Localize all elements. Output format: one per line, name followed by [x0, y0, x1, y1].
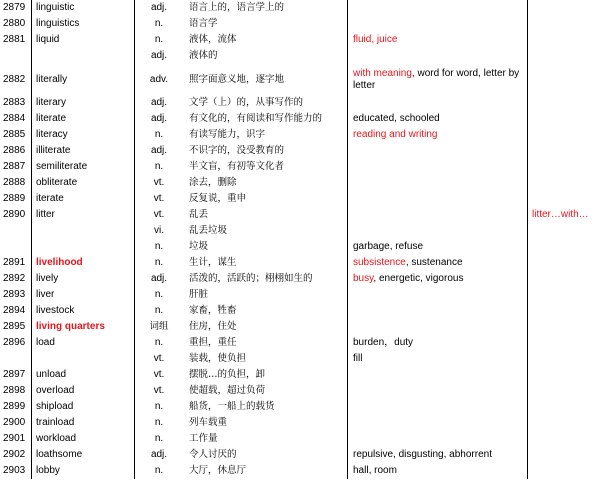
table-row	[0, 223, 600, 239]
table-row	[0, 175, 600, 191]
entry-number: 2892	[3, 273, 26, 284]
part-of-speech: adj.	[150, 50, 168, 61]
usage-note	[528, 351, 600, 367]
table-row	[0, 64, 600, 95]
table-row	[0, 431, 600, 447]
usage-note	[528, 415, 600, 431]
table-row	[0, 0, 600, 16]
headword-text: literary	[36, 97, 67, 108]
headword	[32, 335, 135, 351]
usage-note	[528, 271, 600, 287]
synonym-text: educated, schooled	[353, 113, 440, 124]
usage-note	[528, 303, 600, 319]
headword	[32, 175, 135, 191]
headword-text: load	[36, 337, 55, 348]
entry-number: 2895	[3, 321, 26, 332]
headword-text: lobby	[36, 465, 60, 476]
usage-note	[528, 111, 600, 127]
chinese-definition: 涂去，删除	[189, 177, 237, 188]
headword	[32, 32, 135, 48]
part-of-speech: adj.	[150, 145, 168, 156]
entry-number: 2881	[3, 34, 26, 45]
headword	[32, 255, 135, 271]
chinese-definition: 装载，使负担	[189, 353, 247, 364]
usage-note	[528, 175, 600, 191]
entry-number: 2894	[3, 305, 26, 316]
chinese-definition: 半文盲，有初等文化者	[189, 161, 285, 172]
synonyms	[348, 95, 528, 111]
headword	[32, 287, 135, 303]
synonyms	[348, 0, 528, 16]
table-row	[0, 303, 600, 319]
synonym-text: garbage, refuse	[353, 241, 424, 252]
chinese-definition: 活泼的，活跃的；栩栩如生的	[189, 273, 313, 284]
chinese-definition: 液体的	[189, 50, 218, 61]
chinese-definition: 液体，流体	[189, 34, 237, 45]
part-of-speech: n.	[154, 433, 164, 444]
chinese-definition: 使超载，超过负荷	[189, 385, 266, 396]
part-of-speech: adj.	[150, 273, 168, 284]
chinese-definition: 列车载重	[189, 417, 228, 428]
chinese-definition: 家畜，牲畜	[189, 305, 237, 316]
synonyms	[348, 32, 528, 48]
usage-note	[528, 159, 600, 175]
usage-note	[528, 383, 600, 399]
synonyms	[348, 383, 528, 399]
headword	[32, 48, 135, 64]
headword	[32, 447, 135, 463]
table-row	[0, 447, 600, 463]
chinese-definition: 反复说，重申	[189, 193, 247, 204]
headword-text: liver	[36, 289, 55, 300]
synonyms	[348, 111, 528, 127]
table-row	[0, 16, 600, 32]
usage-note	[528, 319, 600, 335]
synonym-highlight: subsistence	[353, 257, 406, 268]
usage-note	[528, 32, 600, 48]
part-of-speech: n.	[154, 129, 164, 140]
headword-text: semiliterate	[36, 161, 88, 172]
synonyms	[348, 367, 528, 383]
part-of-speech: vt.	[153, 385, 165, 396]
part-of-speech: vt.	[153, 209, 165, 220]
synonyms	[348, 335, 528, 351]
usage-note	[528, 399, 600, 415]
usage-note	[528, 223, 600, 239]
synonyms	[348, 303, 528, 319]
headword	[32, 303, 135, 319]
entry-number	[0, 351, 32, 367]
usage-note: litter…with…	[532, 209, 589, 220]
table-row	[0, 159, 600, 175]
headword	[32, 319, 135, 335]
synonyms	[348, 447, 528, 463]
synonym-text: , word for word, letter by letter	[353, 67, 520, 91]
part-of-speech: n.	[154, 401, 164, 412]
usage-note	[528, 191, 600, 207]
chinese-definition: 肝脏	[189, 289, 209, 300]
part-of-speech: n.	[154, 417, 164, 428]
chinese-definition: 大厅，休息厅	[189, 465, 247, 476]
usage-note	[528, 64, 600, 95]
usage-note	[528, 367, 600, 383]
entry-number: 2882	[3, 73, 26, 85]
headword	[32, 351, 135, 367]
entry-number: 2880	[3, 18, 26, 29]
chinese-definition: 语言学	[189, 18, 218, 29]
entry-number: 2887	[3, 161, 26, 172]
headword	[32, 159, 135, 175]
table-row	[0, 367, 600, 383]
usage-note	[528, 255, 600, 271]
table-row	[0, 239, 600, 255]
chinese-definition: 垃圾	[189, 241, 209, 252]
chinese-definition: 有读写能力，识字	[189, 129, 266, 140]
entry-number: 2879	[3, 2, 26, 13]
entry-number: 2900	[3, 417, 26, 428]
part-of-speech: adj.	[150, 113, 168, 124]
usage-note	[528, 48, 600, 64]
synonyms	[348, 48, 528, 64]
headword-text: unload	[36, 369, 67, 380]
headword-text: literate	[36, 113, 67, 124]
table-row	[0, 95, 600, 111]
headword-text: shipload	[36, 401, 74, 412]
part-of-speech: n.	[154, 241, 164, 252]
usage-note	[528, 127, 600, 143]
part-of-speech: vt.	[153, 193, 165, 204]
entry-number: 2885	[3, 129, 26, 140]
headword-text: linguistics	[36, 18, 80, 29]
table-row	[0, 415, 600, 431]
part-of-speech: n.	[154, 18, 164, 29]
synonyms	[348, 143, 528, 159]
synonym-highlight: reading and writing	[353, 129, 438, 140]
headword	[32, 415, 135, 431]
headword	[32, 463, 135, 479]
headword	[32, 383, 135, 399]
headword	[32, 95, 135, 111]
part-of-speech: adv.	[149, 73, 169, 85]
part-of-speech: vi.	[154, 225, 164, 236]
headword	[32, 64, 135, 95]
headword-text: loathsome	[36, 449, 83, 460]
synonym-highlight: fluid, juice	[353, 34, 398, 45]
headword	[32, 191, 135, 207]
part-of-speech: vt.	[153, 177, 165, 188]
headword-text: liquid	[36, 34, 60, 45]
part-of-speech: n.	[154, 257, 164, 268]
table-row	[0, 383, 600, 399]
part-of-speech: vt.	[153, 353, 165, 364]
part-of-speech: vt.	[153, 369, 165, 380]
synonym-text: fill	[353, 353, 363, 364]
headword	[32, 367, 135, 383]
chinese-definition: 摆脱…的负担，卸	[189, 369, 266, 380]
headword	[32, 239, 135, 255]
usage-note	[528, 463, 600, 479]
usage-note	[528, 143, 600, 159]
entry-number: 2902	[3, 449, 26, 460]
table-row	[0, 271, 600, 287]
part-of-speech: adj.	[150, 449, 168, 460]
synonym-text: repulsive, disgusting, abhorrent	[353, 449, 492, 460]
entry-number: 2891	[3, 257, 26, 268]
part-of-speech: n.	[154, 161, 164, 172]
synonyms	[348, 64, 528, 95]
part-of-speech: 词组	[149, 321, 169, 332]
synonyms	[348, 16, 528, 32]
chinese-definition: 乱丢垃圾	[189, 225, 228, 236]
chinese-definition: 乱丢	[189, 209, 209, 220]
synonyms	[348, 287, 528, 303]
usage-note	[528, 335, 600, 351]
part-of-speech: adj.	[150, 97, 168, 108]
entry-number: 2886	[3, 145, 26, 156]
usage-note	[528, 287, 600, 303]
chinese-definition: 生计，谋生	[189, 257, 237, 268]
headword-text: living quarters	[36, 321, 105, 332]
headword-text: overload	[36, 385, 75, 396]
synonyms	[348, 271, 528, 287]
table-row	[0, 255, 600, 271]
synonyms	[348, 415, 528, 431]
synonym-text: hall, room	[353, 465, 397, 476]
headword	[32, 223, 135, 239]
synonyms	[348, 175, 528, 191]
headword-text: livestock	[36, 305, 75, 316]
headword	[32, 431, 135, 447]
entry-number: 2888	[3, 177, 26, 188]
chinese-definition: 语言上的，语言学上的	[189, 2, 285, 13]
entry-number	[0, 223, 32, 239]
chinese-definition: 船货，一船上的载货	[189, 401, 275, 412]
headword	[32, 399, 135, 415]
entry-number: 2893	[3, 289, 26, 300]
headword-text: obliterate	[36, 177, 78, 188]
headword	[32, 143, 135, 159]
part-of-speech: n.	[154, 34, 164, 45]
synonyms	[348, 207, 528, 223]
headword	[32, 0, 135, 16]
usage-note	[528, 95, 600, 111]
chinese-definition: 住房，住处	[189, 321, 237, 332]
synonyms	[348, 127, 528, 143]
synonyms	[348, 319, 528, 335]
synonyms	[348, 239, 528, 255]
entry-number	[0, 48, 32, 64]
part-of-speech: n.	[154, 337, 164, 348]
entry-number: 2889	[3, 193, 26, 204]
entry-number: 2898	[3, 385, 26, 396]
usage-note	[528, 0, 600, 16]
headword-text: trainload	[36, 417, 75, 428]
table-row	[0, 463, 600, 479]
table-row	[0, 319, 600, 335]
entry-number: 2896	[3, 337, 26, 348]
table-row	[0, 335, 600, 351]
synonyms	[348, 191, 528, 207]
usage-note	[528, 16, 600, 32]
table-row	[0, 287, 600, 303]
headword-text: livelihood	[36, 257, 83, 268]
synonym-text: , sustenance	[405, 257, 463, 268]
synonyms	[348, 431, 528, 447]
synonyms	[348, 223, 528, 239]
chinese-definition: 令人讨厌的	[189, 449, 237, 460]
chinese-definition: 照字面意义地，逐字地	[189, 73, 285, 85]
synonym-text: , energetic, vigorous	[373, 273, 464, 284]
synonym-highlight: busy	[353, 273, 374, 284]
synonyms	[348, 255, 528, 271]
chinese-definition: 工作量	[189, 433, 218, 444]
synonyms	[348, 463, 528, 479]
part-of-speech: n.	[154, 465, 164, 476]
entry-number: 2897	[3, 369, 26, 380]
headword-text: literacy	[36, 129, 68, 140]
entry-number: 2890	[3, 209, 26, 220]
table-row	[0, 32, 600, 48]
table-row	[0, 48, 600, 64]
headword-text: illiterate	[36, 145, 71, 156]
table-row	[0, 143, 600, 159]
headword	[32, 111, 135, 127]
headword-text: litter	[36, 209, 55, 220]
part-of-speech: adj.	[150, 2, 168, 13]
headword-text: lively	[36, 273, 59, 284]
usage-note	[528, 431, 600, 447]
chinese-definition: 不识字的，没受教育的	[189, 145, 285, 156]
table-row	[0, 207, 600, 223]
part-of-speech: n.	[154, 305, 164, 316]
headword-text: iterate	[36, 193, 64, 204]
usage-note	[528, 239, 600, 255]
chinese-definition: 文学（上）的，从事写作的	[189, 97, 304, 108]
table-row	[0, 399, 600, 415]
synonyms	[348, 351, 528, 367]
headword-text: linguistic	[36, 2, 75, 13]
table-row	[0, 127, 600, 143]
entry-number: 2883	[3, 97, 26, 108]
synonym-text: burden，duty	[353, 337, 414, 348]
entry-number: 2884	[3, 113, 26, 124]
synonyms	[348, 159, 528, 175]
usage-note	[528, 447, 600, 463]
entry-number: 2901	[3, 433, 26, 444]
synonyms	[348, 399, 528, 415]
table-row	[0, 351, 600, 367]
headword	[32, 127, 135, 143]
entry-number: 2903	[3, 465, 26, 476]
headword-text: workload	[36, 433, 77, 444]
chinese-definition: 有文化的，有阅读和写作能力的	[189, 113, 323, 124]
headword	[32, 207, 135, 223]
headword	[32, 271, 135, 287]
entry-number	[0, 239, 32, 255]
headword	[32, 16, 135, 32]
entry-number: 2899	[3, 401, 26, 412]
synonym-highlight: with meaning	[353, 67, 412, 79]
table-row	[0, 111, 600, 127]
headword-text: literally	[36, 73, 68, 85]
chinese-definition: 重担，重任	[189, 337, 237, 348]
part-of-speech: n.	[154, 289, 164, 300]
table-row	[0, 191, 600, 207]
